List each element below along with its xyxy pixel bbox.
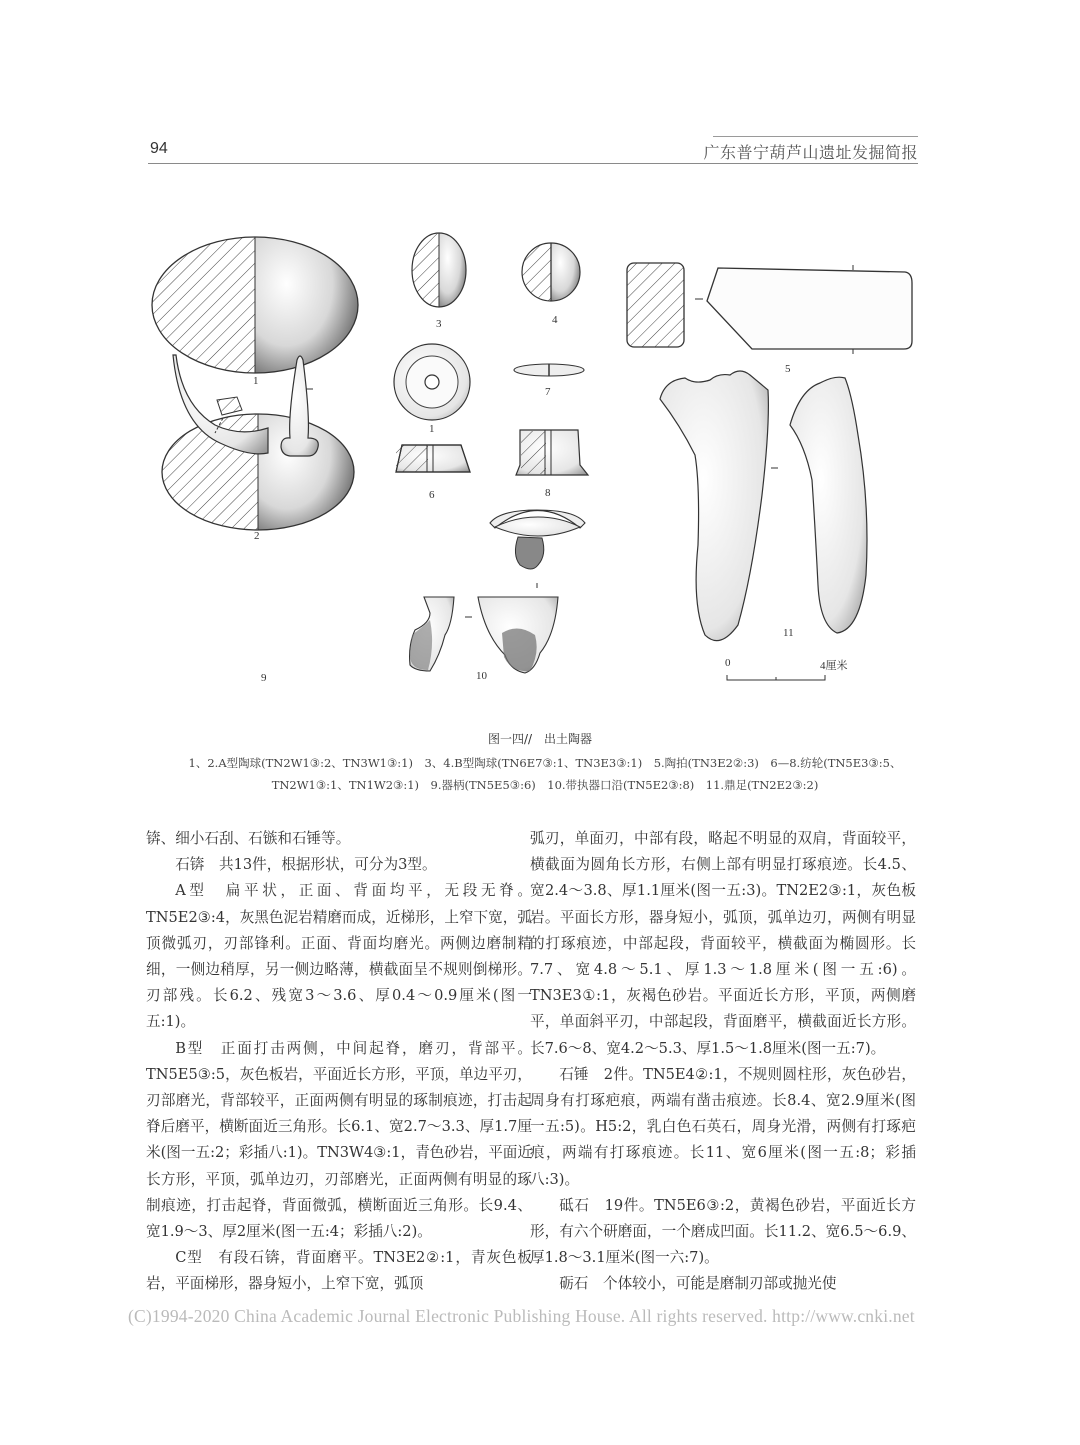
figure-label-5: 5 [785, 363, 791, 375]
artifact-10-rim [410, 510, 585, 673]
figure-label-8: 8 [545, 487, 551, 499]
figure-label-1: 1 [253, 375, 259, 387]
paragraph: B型 正面打击两侧，中间起脊，磨刃，背部平。TN5E5③:5，灰色板岩，平面近长方形，平顶，单边平刃，刃部磨光，背部较平，正面两侧有明显的琢制痕迹，打击起脊后磨平，横断面近三角形。长6.1、宽2.7～3.3、厚1.7厘米(图一五:2；彩插八:1)。TN3W4③:1，青色砂岩，平面近长方形，平顶，弧单边刃，刃部磨光，正面两侧有明显的琢制痕迹，打击起脊，背面微弧，横断面近三角形。长9.4、宽1.9～3、厚2厘米(图一五:4；彩插八:2)。 [146, 1039, 532, 1241]
pottery-drawings [140, 225, 940, 715]
copyright-watermark: (C)1994-2020 China Academic Journal Electronic Publishing House. All rights reserved. http://www.cnki.net [128, 1306, 915, 1326]
page-number: 94 [150, 140, 168, 157]
body-column-right [530, 826, 916, 1298]
figure-label-9: 9 [261, 672, 267, 684]
paragraph: C型 有段石锛，背面磨平。TN3E2②:1，青灰色板岩，平面梯形，器身短小，上窄下宽，弧顶 [146, 1249, 532, 1293]
artifact-6-spindle-whorl [394, 344, 470, 472]
artifact-2-ball [160, 410, 356, 535]
scale-bar [727, 675, 825, 680]
header-rule [148, 163, 918, 164]
scale-bar-end: 4厘米 [820, 660, 848, 672]
paragraph: A型 扁平状，正面、背面均平，无段无脊。TN5E2③:4，灰黑色泥岩精磨而成，近梯形，上窄下宽，弧顶微弧刃，刃部锋利。正面、背面均磨光。两侧边磨制精细，一侧边稍厚，另一侧边略薄，横截面呈不规则倒梯形。刃部残。长6.2、残宽3～3.6、厚0.4～0.9厘米(图一五:1)。 [146, 882, 532, 1031]
paragraph: 弧刃，单面刃，中部有段，略起不明显的双肩，背面较平，横截面为圆角长方形，右侧上部有明显打琢痕迹。长4.5、宽2.4～3.8、厚1.1厘米(图一五:3)。TN2E2③:1，灰色板岩。平面长方形，器身短小，弧顶，弧单边刃，两侧有明显的打琢痕迹，中部起段，背面较平，横截面为椭圆形。长7.7、宽4.8～5.1、厚1.3～1.8厘米(图一五:6)。TN3E3①:1，灰褐色砂岩。平面近长方形，平顶，两侧磨平，单面斜平刃，中部起段，背面磨平，横截面近长方形。长7.6～8、宽4.2～5.3、厚1.5～1.8厘米(图一五:7)。 [530, 830, 916, 1057]
paragraph: 锛、细小石刮、石镞和石锤等。 [146, 830, 351, 847]
artifact-3-ball [410, 230, 468, 310]
artifact-4-ball [520, 240, 582, 305]
artifact-11-tripod-leg [660, 371, 867, 641]
paragraph: 石锛 共13件，根据形状，可分为3型。 [175, 856, 437, 874]
header-top-rule [713, 136, 918, 137]
body-column-left [146, 826, 532, 1298]
caption-line-2: TN2W1③:1、TN1W2③:1) 9.器柄(TN5E5③:6) 10.带执器口沿(TN5E2③:8) 11.鼎足(TN2E2③:2) [271, 778, 819, 792]
figure-caption-title: 图一四// 出土陶器 [487, 732, 593, 746]
running-header [148, 130, 918, 164]
artifact-5-paddle [627, 263, 912, 354]
caption-line-1: 1、2.A型陶球(TN2W1③:2、TN3W1③:1) 3、4.B型陶球(TN6E7③:1、TN3E3③:1) 5.陶拍(TN3E2②:3) 6—8.纺轮(TN5E3③:5、 [188, 756, 902, 770]
figure-label-2: 2 [254, 530, 260, 542]
figure-label-11: 11 [783, 627, 794, 639]
figure-caption-body [150, 752, 940, 796]
figure-label-4: 4 [552, 314, 558, 326]
paragraph: 砺石 个体较小，可能是磨制刃部或抛光使 [559, 1275, 837, 1293]
artifact-1-ball [150, 235, 360, 375]
figure-label-3: 3 [436, 318, 442, 330]
scale-bar-start: 0 [725, 657, 731, 669]
figure-label-6: 6 [429, 489, 435, 501]
figure-label-10: 10 [476, 670, 487, 682]
figure-label-7: 7 [545, 386, 551, 398]
figure-pottery-plate [140, 225, 940, 715]
figure-label-6-top: 1 [429, 423, 435, 435]
paragraph: 砥石 19件。TN5E6③:2，黄褐色砂岩，平面近长方形，有六个研磨面，一个磨成凹面。长11.2、宽6.5～6.9、厚1.8～3.1厘米(图一六:7)。 [530, 1196, 916, 1267]
paragraph: 石锤 2件。TN5E4②:1，不规则圆柱形，灰色砂岩，周身有打琢疤痕，两端有凿击痕迹。长8.4、宽2.9厘米(图一五:5)。H5:2，乳白色石英石，周身光滑，两侧有打琢疤痕，两端有打琢痕迹。长11、宽6厘米(图一五:8；彩插八:3)。 [530, 1065, 916, 1188]
artifact-7-spindle-whorl [514, 364, 584, 376]
artifact-8-spindle-whorl [516, 430, 588, 475]
journal-title: 广东普宁葫芦山遗址发掘简报 [703, 143, 918, 162]
